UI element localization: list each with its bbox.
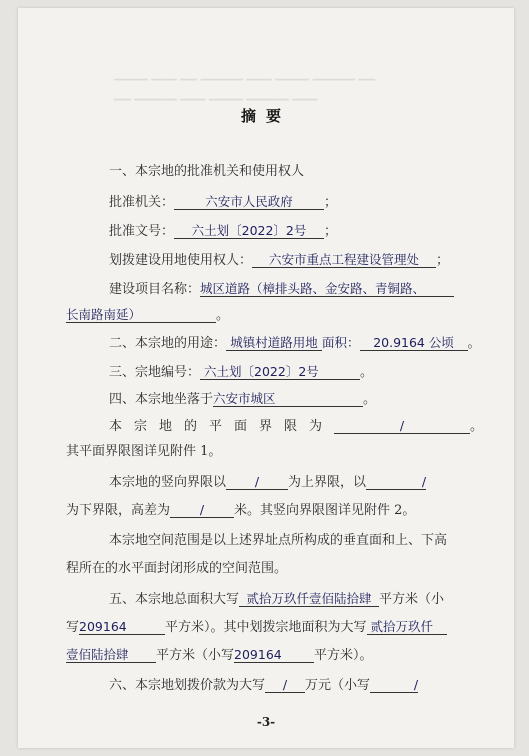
land-user-value: 六安市重点工程建设管理处 [252, 252, 436, 268]
vertical-text-2: 为上界限，以 [288, 475, 367, 490]
total-area-line-3 [66, 644, 373, 663]
section-1-heading: 一、本宗地的批准机关和使用权人 [109, 164, 305, 179]
price-num-value: / [370, 677, 418, 693]
space-scope-line-1: 本宗地空间范围是以上述界址点所构成的垂直面和上、下高 [109, 533, 448, 548]
vertical-text-1: 本宗地的竖向界限以 [109, 475, 227, 490]
land-use-line [109, 332, 481, 351]
location-value: 六安市城区 [213, 391, 363, 407]
location-line [109, 388, 376, 407]
land-use-suffix: 。 [467, 336, 481, 351]
area-value: 20.9164 公顷 [360, 335, 468, 351]
price-cn-value: / [265, 677, 305, 693]
total-area-text-2: 平方米（小 [379, 592, 445, 607]
space-scope-line-2: 程所在的水平面封闭形成的空间范围。 [66, 561, 288, 576]
parcel-number-label: 三、宗地编号： [109, 365, 201, 380]
approval-authority-line [109, 191, 337, 210]
total-area-text-6: 平方米）。 [314, 648, 373, 663]
price-text-2: 万元（小写 [305, 678, 371, 693]
total-area-text-1: 五、本宗地总面积大写 [109, 592, 240, 607]
vertical-boundary-line-1 [109, 471, 426, 490]
approval-authority-value: 六安市人民政府 [174, 194, 324, 210]
document-page [18, 8, 514, 748]
land-user-label: 划拨建设用地使用权人： [109, 253, 253, 268]
vertical-upper-value: / [226, 474, 288, 490]
project-name-line-2 [66, 304, 229, 323]
total-area-num: 209164 [79, 619, 165, 635]
total-area-line-2 [66, 616, 447, 635]
approval-doc-label: 批准文号： [109, 224, 175, 239]
approval-authority-label: 批准机关： [109, 195, 175, 210]
price-text-1: 六、本宗地划拨价款为大写 [109, 678, 266, 693]
land-use-value: 城镇村道路用地 [226, 335, 322, 351]
vertical-boundary-line-2 [66, 499, 415, 518]
project-name-value-2: 长南路南延） [66, 307, 216, 323]
plane-boundary-line [109, 415, 483, 434]
plane-boundary-suffix: 。 [470, 419, 484, 434]
vertical-text-3: 为下界限，高差为 [66, 503, 171, 518]
page-title: 摘要 [240, 107, 291, 125]
vertical-lower-value: / [366, 474, 426, 490]
land-use-label: 二、本宗地的用途： [109, 336, 227, 351]
alloc-area-cn-2: 壹佰陆拾肆 [66, 647, 156, 663]
alloc-area-cn-1: 贰拾万玖仟 [367, 619, 447, 635]
total-area-text-3: 写 [66, 620, 80, 635]
total-area-text-4: 平方米）。其中划拨宗地面积为大写 [165, 620, 367, 635]
approval-doc-line [109, 220, 337, 239]
total-area-text-5: 平方米（小写 [156, 648, 235, 663]
project-name-label: 建设项目名称： [109, 282, 201, 297]
land-user-suffix: ； [436, 253, 450, 268]
project-name-suffix: 。 [216, 308, 230, 323]
area-label: 面积： [322, 335, 360, 350]
project-name-value-1: 城区道路（樟排头路、金安路、青铜路、 [200, 281, 454, 297]
parcel-number-suffix: 。 [360, 365, 374, 380]
approval-doc-value: 六土划〔2022〕2号 [174, 223, 324, 239]
location-suffix: 。 [363, 392, 377, 407]
price-line [109, 674, 418, 693]
parcel-number-line [109, 361, 373, 380]
total-area-cn: 贰拾万玖仟壹佰陆拾肆 [239, 591, 379, 607]
vertical-text-4: 米。其竖向界限图详见附件 2。 [234, 503, 416, 518]
location-label: 四、本宗地坐落于 [109, 392, 214, 407]
plane-boundary-value: / [334, 418, 470, 434]
bleed-through-text: ▔▔▔▔ ▔▔▔ ▔▔ ▔▔▔▔▔ ▔▔▔ ▔▔▔▔ ▔▔▔▔▔ ▔▔ ▔▔ ▔▔▔▔▔ ▔▔▔ ▔▔▔▔ ▔▔▔▔▔ ▔▔▔ [114, 79, 376, 112]
land-user-line [109, 249, 449, 268]
page-number: -3- [256, 715, 276, 729]
parcel-number-value: 六土划〔2022〕2号 [200, 364, 360, 380]
alloc-area-num: 209164 [234, 647, 314, 663]
project-name-line [109, 278, 454, 297]
approval-doc-suffix: ； [324, 224, 338, 239]
total-area-line-1 [109, 588, 444, 607]
approval-authority-suffix: ； [324, 195, 338, 210]
height-diff-value: / [170, 502, 234, 518]
plane-boundary-annex: 其平面界限图详见附件 1。 [66, 444, 222, 459]
plane-boundary-text: 本宗地的平面界限为 [109, 419, 335, 434]
